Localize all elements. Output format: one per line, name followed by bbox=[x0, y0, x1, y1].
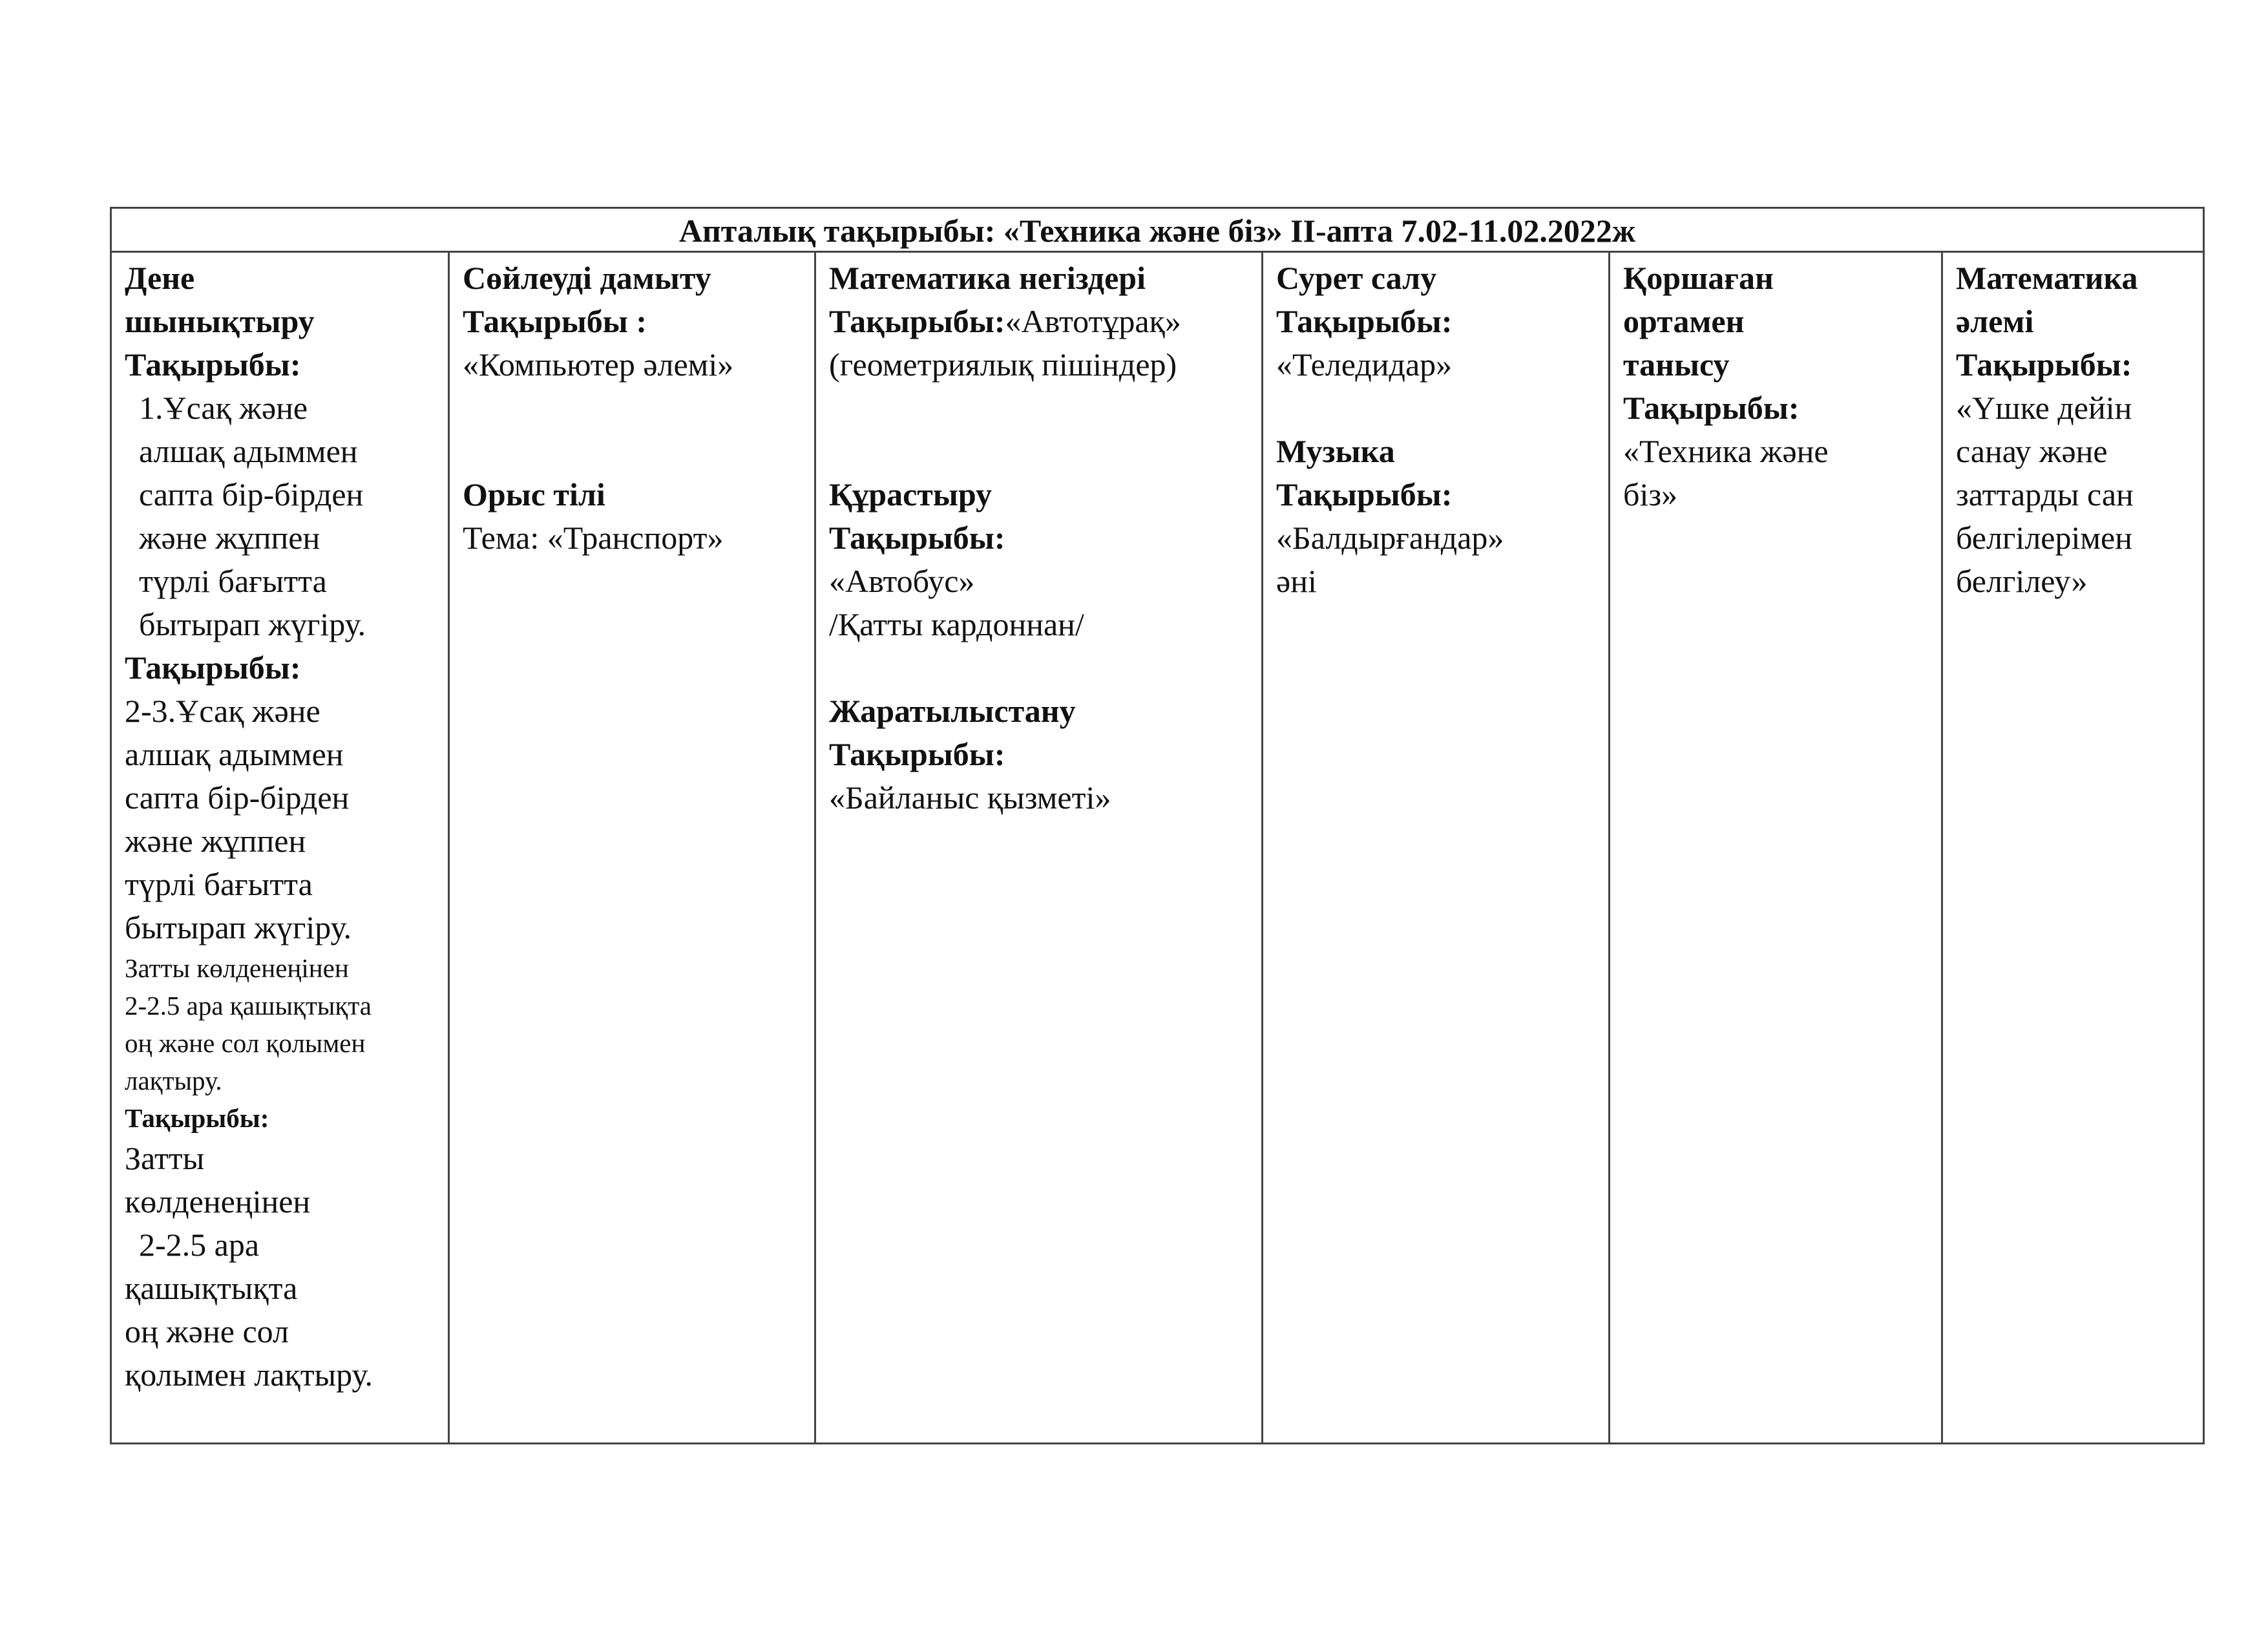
topic-text: «Байланыс қызметі» bbox=[829, 779, 1111, 816]
subject-heading: Математика bbox=[1956, 260, 2138, 296]
topic-label: Тақырыбы: bbox=[829, 736, 1005, 772]
topic-text: белгілерімен bbox=[1956, 520, 2132, 556]
subject-heading: танысу bbox=[1623, 346, 1730, 383]
topic-line: сапта бір-бірден bbox=[125, 779, 350, 816]
topic-text: біз» bbox=[1623, 476, 1678, 512]
subject-heading: Сурет салу bbox=[1276, 260, 1437, 296]
topic-label: Тақырыбы: bbox=[1276, 476, 1453, 512]
table-title: Апталық тақырыбы: «Техника және біз» ІІ-апта 7.02-11.02.2022ж bbox=[112, 209, 2203, 253]
topic-line: бытырап жүгіру. bbox=[125, 909, 352, 945]
topic-line: және жұппен bbox=[139, 520, 320, 556]
spacer bbox=[829, 386, 1261, 473]
topic-line: түрлі бағытта bbox=[139, 563, 327, 599]
topic-text: «Автобус» bbox=[829, 563, 975, 599]
subject-heading: Қоршаған bbox=[1623, 260, 1774, 296]
spacer bbox=[463, 386, 814, 473]
topic-label: Тақырыбы: bbox=[1276, 303, 1453, 339]
topic-line bbox=[829, 300, 1261, 343]
topic-line: және жұппен bbox=[125, 823, 306, 859]
topic-text: «Үшке дейін bbox=[1956, 390, 2132, 426]
topic-line: 1.Ұсақ және bbox=[139, 390, 308, 426]
topic-label: Тақырыбы: bbox=[829, 303, 1005, 339]
topic-line: сапта бір-бірден bbox=[139, 476, 364, 512]
subject-heading: ортамен bbox=[1623, 303, 1745, 339]
topic-line: қолымен лақтыру. bbox=[125, 1357, 373, 1393]
topic-line: Затты bbox=[125, 1140, 205, 1176]
topic-line: қашықтықта bbox=[125, 1270, 298, 1306]
subject-heading: Музыка bbox=[1276, 433, 1395, 469]
topic-text: «Балдырғандар» bbox=[1276, 520, 1504, 556]
topic-text: «Техника және bbox=[1623, 433, 1829, 469]
subject-heading: Құрастыру bbox=[829, 476, 992, 512]
topic-text: (геометриялық пішіндер) bbox=[829, 346, 1177, 383]
topic-text: заттарды сан bbox=[1956, 476, 2134, 512]
topic-label: Тақырыбы: bbox=[829, 520, 1005, 556]
column-environment bbox=[1608, 253, 1941, 1442]
topic-label: Тақырыбы: bbox=[1623, 390, 1800, 426]
topic-line: алшақ адыммен bbox=[125, 736, 344, 772]
column-physical-education bbox=[112, 253, 448, 1442]
topic-line: түрлі бағытта bbox=[125, 866, 313, 902]
topic-label: Тақырыбы: bbox=[125, 1103, 269, 1133]
topic-line: алшақ адыммен bbox=[139, 433, 358, 469]
topic-label: Тақырыбы : bbox=[463, 303, 647, 339]
weekly-plan-table bbox=[110, 207, 2205, 1444]
topic-line-small: 2-2.5 ара қашықтықта bbox=[125, 991, 372, 1020]
topic-line-small: лақтыру. bbox=[125, 1066, 222, 1095]
topic-line-small: оң және сол қолымен bbox=[125, 1028, 366, 1058]
topic-line: оң және сол bbox=[125, 1313, 289, 1349]
topic-text: «Автотұрақ» bbox=[1005, 303, 1181, 339]
column-speech-development bbox=[448, 253, 814, 1442]
topic-text: белгілеу» bbox=[1956, 563, 2088, 599]
spacer bbox=[829, 646, 1261, 690]
topic-line: 2-3.Ұсақ және bbox=[125, 693, 320, 729]
topic-label: Тақырыбы: bbox=[125, 650, 301, 686]
topic-text: санау және bbox=[1956, 433, 2108, 469]
topic-line: көлденеңінен bbox=[125, 1183, 311, 1220]
topic-text: әні bbox=[1276, 563, 1317, 599]
spacer bbox=[1276, 386, 1608, 430]
subject-heading: Жаратылыстану bbox=[829, 693, 1076, 729]
column-drawing bbox=[1261, 253, 1608, 1442]
topic-line-small: Затты көлденеңінен bbox=[125, 953, 349, 983]
column-mathematics-basics bbox=[814, 253, 1261, 1442]
subject-heading: шынықтыру bbox=[125, 303, 315, 339]
topic-text: Тема: «Транспорт» bbox=[463, 520, 724, 556]
topic-text: «Теледидар» bbox=[1276, 346, 1453, 383]
topic-label: Тақырыбы: bbox=[1956, 346, 2132, 383]
column-mathematics-world bbox=[1941, 253, 2203, 1442]
topic-line: бытырап жүгіру. bbox=[139, 606, 366, 642]
subject-heading: әлемі bbox=[1956, 303, 2034, 339]
topic-line: 2-2.5 ара bbox=[139, 1227, 260, 1263]
subject-heading: Дене bbox=[125, 260, 195, 296]
subject-heading: Математика негіздері bbox=[829, 260, 1146, 296]
subject-heading: Сөйлеуді дамыту bbox=[463, 260, 711, 296]
topic-label: Тақырыбы: bbox=[125, 346, 301, 383]
topic-text: /Қатты кардоннан/ bbox=[829, 606, 1084, 642]
subject-heading: Орыс тілі bbox=[463, 476, 605, 512]
topic-text: «Компьютер әлемі» bbox=[463, 346, 734, 383]
